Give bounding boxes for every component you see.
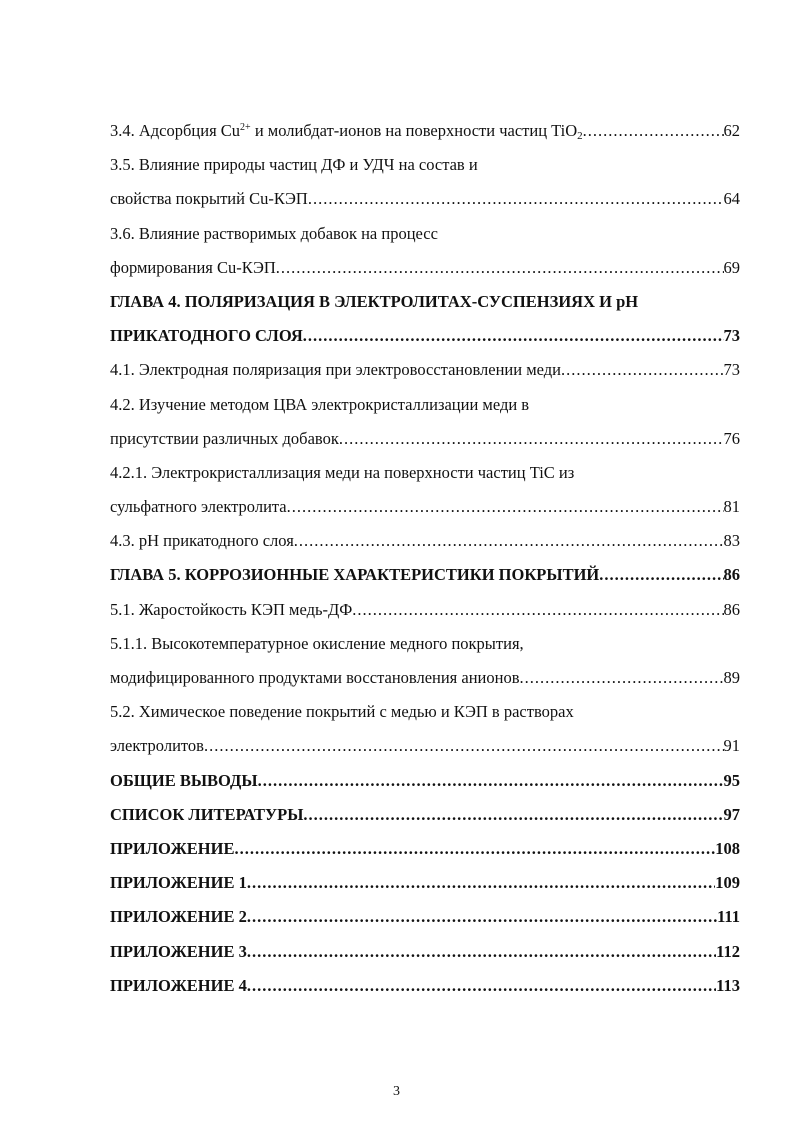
toc-appendix-1 [110, 866, 740, 900]
toc-entry-text: сульфатного электролита [110, 497, 287, 517]
dot-leader [247, 866, 715, 900]
toc-entry-text: ПРИЛОЖЕНИЕ 1 [110, 873, 247, 893]
toc-entry-text: СПИСОК ЛИТЕРАТУРЫ [110, 804, 304, 824]
toc-entry-text: 3.6. Влияние растворимых добавок на процесс [110, 223, 438, 243]
toc-entry-text: 5.2. Химическое поведение покрытий с медью и КЭП в растворах [110, 702, 574, 722]
page-ref: 76 [723, 428, 740, 448]
toc-entry-5-1-1-cont [110, 661, 740, 695]
dot-leader [234, 832, 715, 866]
page-ref: 81 [723, 497, 740, 517]
toc-chapter-4 [110, 285, 740, 319]
dot-leader [599, 558, 723, 592]
toc-entry-text: ПРИЛОЖЕНИЕ 2 [110, 907, 247, 927]
toc-appendix-2 [110, 900, 740, 934]
toc-entry-text: 4.3. pH прикатодного слоя [110, 531, 294, 551]
toc-appendix-4 [110, 969, 740, 1003]
page-ref: 113 [716, 975, 740, 995]
dot-leader [247, 900, 717, 934]
toc-entry-text: 3.5. Влияние природы частиц ДФ и УДЧ на состав и [110, 155, 478, 175]
dot-leader [520, 661, 724, 695]
toc-entry-5-1-1 [110, 627, 740, 661]
dot-leader [258, 764, 724, 798]
toc-entry-3-6-cont [110, 251, 740, 285]
subscript: 2 [577, 130, 583, 142]
page-ref: 64 [723, 189, 740, 209]
toc-entry-text: 4.1. Электродная поляризация при электровосстановлении меди [110, 360, 561, 380]
page-ref: 109 [715, 873, 740, 893]
toc-entry-4-3 [110, 524, 740, 558]
toc-entry-text: электролитов [110, 736, 204, 756]
page-ref: 62 [723, 121, 740, 140]
toc-entry-text: ПРИЛОЖЕНИЕ 4 [110, 975, 247, 995]
dot-leader [287, 490, 724, 524]
toc-appendix-3 [110, 935, 740, 969]
toc-entry-4-2-1 [110, 456, 740, 490]
page-ref: 112 [716, 941, 740, 961]
toc-entry-4-2-1-cont [110, 490, 740, 524]
page-ref: 73 [723, 326, 740, 346]
toc-entry-text: ГЛАВА 4. ПОЛЯРИЗАЦИЯ В ЭЛЕКТРОЛИТАХ-СУСПЕНЗИЯХ И pH [110, 291, 639, 311]
toc-entry-text: 4.2.1. Электрокристаллизация меди на поверхности частиц TiC из [110, 462, 575, 482]
toc-entry-5-2-cont [110, 729, 740, 763]
dot-leader [308, 182, 724, 216]
toc-entry-3-5 [110, 148, 740, 182]
toc-entry-text: ГЛАВА 5. КОРРОЗИОННЫЕ ХАРАКТЕРИСТИКИ ПОКРЫТИЙ [110, 565, 600, 585]
toc-entry-5-1 [110, 593, 740, 627]
toc-entry-text: формирования Cu-КЭП [110, 257, 276, 277]
toc-entry-text: свойства покрытий Cu-КЭП [110, 189, 308, 209]
toc-entry-4-2 [110, 388, 740, 422]
dot-leader [352, 593, 723, 627]
toc-entry-text: присутствии различных добавок [110, 428, 339, 448]
toc-entry-text: ПРИКАТОДНОГО СЛОЯ [110, 326, 303, 346]
toc-entry-text: 5.1. Жаростойкость КЭП медь-ДФ [110, 599, 353, 619]
dot-leader [204, 729, 724, 763]
toc-chapter-4-cont [110, 319, 740, 353]
page-number: 3 [393, 1084, 400, 1099]
dot-leader [303, 798, 723, 832]
toc-entry-text: ОБЩИЕ ВЫВОДЫ [110, 770, 258, 790]
dot-leader [561, 353, 724, 387]
page-ref: 69 [723, 257, 740, 277]
dot-leader [276, 251, 724, 285]
page-ref: 97 [723, 804, 740, 824]
dot-leader [294, 524, 724, 558]
toc-entry-3-4 [110, 114, 740, 148]
toc-entry-5-2 [110, 695, 740, 729]
page-ref: 91 [723, 736, 740, 756]
toc-entry-text: и молибдат-ионов на поверхности частиц TiO [250, 121, 578, 140]
toc-entry-4-1 [110, 353, 740, 387]
page-ref: 86 [723, 565, 740, 585]
toc-entry-text: 5.1.1. Высокотемпературное окисление медного покрытия, [110, 633, 524, 653]
dot-leader [303, 319, 724, 353]
dot-leader [583, 114, 724, 148]
superscript: 2+ [240, 122, 251, 133]
toc-entry-text: модифицированного продуктами восстановления анионов [110, 668, 520, 687]
page-ref: 86 [723, 599, 740, 619]
toc-entry-text: 4.2. Изучение методом ЦВА электрокристаллизации меди в [110, 394, 530, 414]
dot-leader [247, 969, 716, 1003]
toc-entry-text: ПРИЛОЖЕНИЕ [110, 838, 235, 858]
page-ref: 89 [723, 668, 740, 687]
toc-entry-3-5-cont [110, 182, 740, 216]
page-ref: 111 [717, 907, 740, 927]
toc-entry-text: ПРИЛОЖЕНИЕ 3 [110, 941, 247, 961]
toc-conclusions [110, 764, 740, 798]
dot-leader [247, 935, 716, 969]
toc-chapter-5 [110, 558, 740, 592]
toc-appendix [110, 832, 740, 866]
toc-entry-text: 3.4. Адсорбция Cu [110, 121, 241, 140]
table-of-contents [110, 114, 740, 1003]
page-ref: 73 [723, 360, 740, 380]
toc-entry-4-2-cont [110, 422, 740, 456]
page-ref: 83 [723, 531, 740, 551]
dot-leader [339, 422, 724, 456]
page-ref: 108 [715, 838, 740, 858]
toc-entry-3-6 [110, 217, 740, 251]
page-ref: 95 [723, 770, 740, 790]
toc-references [110, 798, 740, 832]
